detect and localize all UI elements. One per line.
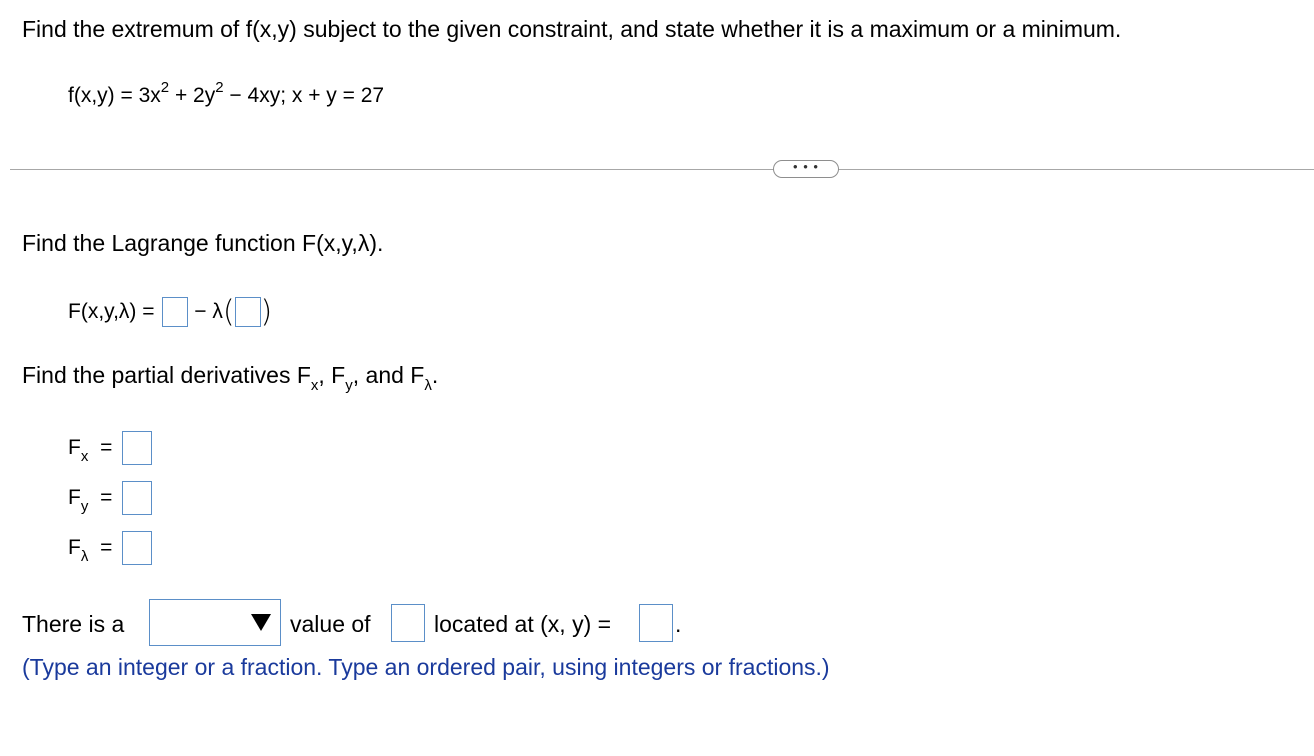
open-paren: ( [222, 294, 235, 330]
fx-label: $F_x$ [68, 436, 89, 465]
exponent-x: 2 [160, 79, 170, 96]
partials-prompt [22, 362, 439, 394]
function-lhs: f(x,y) = 3x [68, 84, 161, 107]
lagrange-constraint-input[interactable] [235, 297, 261, 327]
prompt-sub-y: y [345, 377, 353, 394]
extremum-value-input[interactable] [391, 604, 425, 642]
answer-text-value-of: value of [290, 611, 371, 637]
prompt-sep2: , and F [352, 362, 425, 388]
flambda-input[interactable] [122, 531, 152, 565]
lagrange-prompt: Find the Lagrange function F(x,y,λ). [22, 230, 384, 256]
prompt-sep1: , F [318, 362, 346, 388]
lagrange-lhs: F(x,y,λ) = [68, 300, 155, 323]
fx-input[interactable] [122, 431, 152, 465]
answer-text-start: There is a [22, 611, 125, 637]
flambda-row [68, 530, 152, 566]
extremum-type-dropdown[interactable] [149, 599, 281, 646]
answer-format-hint: (Type an integer or a fraction. Type an ordered pair, using integers or fractions.) [22, 654, 830, 680]
lagrange-equation [68, 294, 272, 330]
prompt-end: . [431, 362, 439, 388]
fx-equals: = [100, 436, 113, 459]
more-options-button[interactable]: • • • [773, 160, 839, 178]
answer-text-located-at: located at (x, y) = [434, 611, 612, 637]
flambda-equals: = [100, 536, 113, 559]
fy-input[interactable] [122, 481, 152, 515]
close-paren: ) [260, 294, 273, 330]
fy-label: $F_y$ [68, 486, 89, 515]
problem-function [68, 79, 385, 108]
lagrange-function-input[interactable] [162, 297, 188, 327]
problem-instruction: Find the extremum of f(x,y) subject to the given constraint, and state whether it is a maximum or a minimum. [22, 16, 1122, 42]
fx-row [68, 430, 152, 466]
function-term3: − 4xy; x + y = 27 [223, 84, 385, 107]
exponent-y: 2 [215, 79, 224, 96]
function-term2: + 2y [169, 84, 216, 107]
fy-equals: = [100, 486, 113, 509]
fy-row [68, 480, 152, 516]
flambda-label: $F_\lambda$ [68, 536, 89, 565]
prompt-sub-lambda: λ [424, 377, 432, 394]
extremum-point-input[interactable] [639, 604, 673, 642]
minus-lambda: − λ [194, 300, 223, 323]
prompt-sub-x: x [310, 377, 319, 394]
answer-text-period: . [675, 611, 682, 637]
partials-prompt-start: Find the partial derivatives F [22, 362, 311, 388]
section-divider [10, 169, 1314, 170]
dropdown-arrow-icon[interactable] [251, 614, 271, 631]
